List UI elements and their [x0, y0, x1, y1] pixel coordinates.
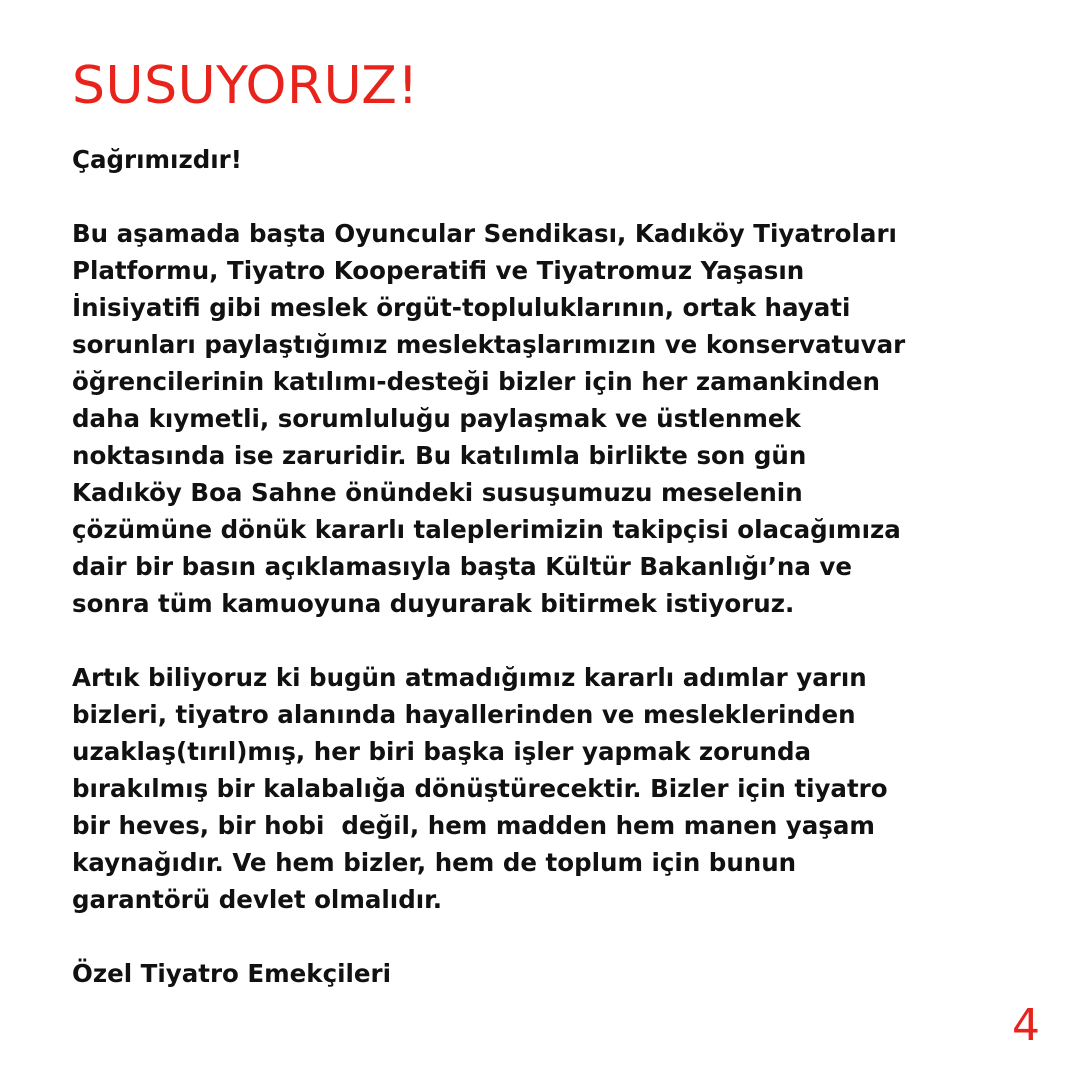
paragraph-line: bir heves, bir hobi değil, hem madden hem manen yaşam [72, 811, 875, 840]
paragraph-line: çözümüne dönük kararlı taleplerimizin takipçisi olacağımıza [72, 515, 901, 544]
paragraph-line: garantörü devlet olmalıdır. [72, 885, 443, 914]
paragraph-line: kaynağıdır. Ve hem bizler, hem de toplum için bunun [72, 848, 797, 877]
call-line: Çağrımızdır! [72, 145, 242, 174]
paragraph-line: İnisiyatifi gibi meslek örgüt-topluluklarının, ortak hayati [72, 293, 851, 322]
paragraph-gap [72, 918, 1032, 955]
body-text [72, 141, 1032, 992]
paragraph-line: daha kıymetli, sorumluluğu paylaşmak ve üstlenmek [72, 404, 801, 433]
paragraph-line: bizleri, tiyatro alanında hayallerinden ve mesleklerinden [72, 700, 856, 729]
paragraph-line: Platformu, Tiyatro Kooperatifi ve Tiyatromuz Yaşasın [72, 256, 805, 285]
paragraph-line: Kadıköy Boa Sahne önündeki susuşumuzu meselenin [72, 478, 803, 507]
paragraph-line: noktasında ise zaruridir. Bu katılımla birlikte son gün [72, 441, 807, 470]
page-title: SUSUYORUZ! [72, 56, 419, 116]
paragraph-line: dair bir basın açıklamasıyla başta Kültür Bakanlığı’na ve [72, 552, 852, 581]
paragraph-2 [72, 659, 1032, 918]
paragraph-line: sorunları paylaştığımız meslektaşlarımızın ve konservatuvar [72, 330, 906, 359]
paragraph-line: sonra tüm kamuoyuna duyurarak bitirmek istiyoruz. [72, 589, 795, 618]
paragraph-line: öğrencilerinin katılımı-desteği bizler için her zamankinden [72, 367, 880, 396]
paragraph-gap [72, 178, 1032, 215]
paragraph-gap [72, 622, 1032, 659]
paragraph-line: bırakılmış bir kalabalığa dönüştürecektir. Bizler için tiyatro [72, 774, 888, 803]
page-number: 4 [1012, 1000, 1040, 1051]
paragraph-line: Bu aşamada başta Oyuncular Sendikası, Kadıköy Tiyatroları [72, 219, 897, 248]
paragraph-line: Artık biliyoruz ki bugün atmadığımız kararlı adımlar yarın [72, 663, 867, 692]
paragraph-line: uzaklaş(tırıl)mış, her biri başka işler yapmak zorunda [72, 737, 812, 766]
signature: Özel Tiyatro Emekçileri [72, 959, 391, 988]
paragraph-1 [72, 215, 1032, 622]
